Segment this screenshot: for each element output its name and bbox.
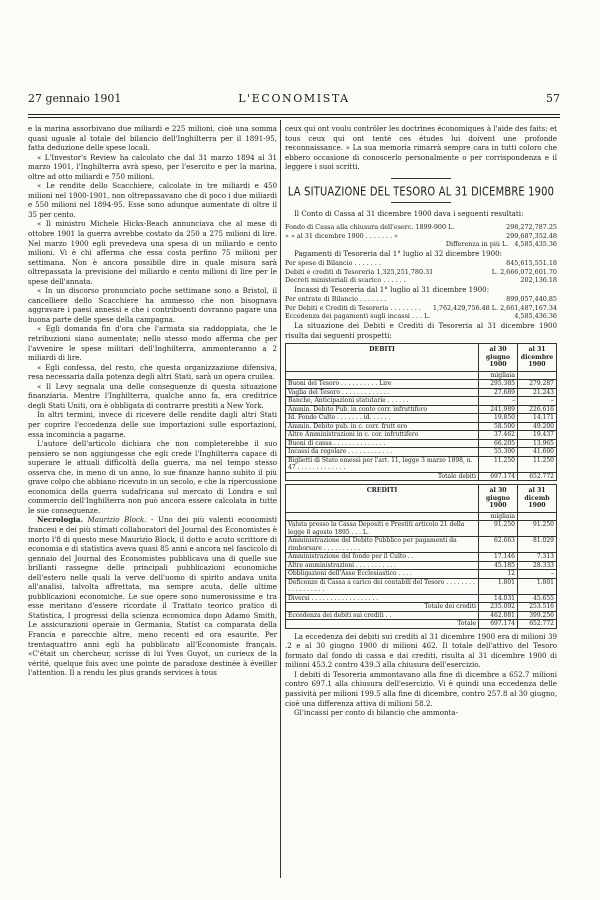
col-header: al 31 dicembre 1900 <box>518 344 557 372</box>
right-column <box>285 124 557 718</box>
section-rule <box>391 178 451 179</box>
paragraph: In altri termini, invece di ricevere delle rendite dagli altri Stati per coprire l'eccedenza delle sue importazioni sulle esportazioni, essa incomincia a pagarne. <box>28 410 277 439</box>
column-divider <box>280 120 281 878</box>
table-row: Biglietti di Stato emessi per l'art. 11, legge 3 marzo 1898, n. 47 . . . . . . . . . . . . . 11.250 11.250 <box>286 456 557 472</box>
payment-line: Decreti ministeriali di scarico . . . . . . 202,136.18 <box>285 276 557 285</box>
col-header: al 31 dicemb 1900 <box>518 485 557 513</box>
paragraph: « Il Levy segnala una delle conseguenze di questa situazione finanziaria. Mentre l'Inghilterra, qualche anno fa, era creditrice degli Stati Uniti, ora è obbligata di contrarre prestiti a New York. <box>28 381 277 410</box>
table-total-row: Totale dei crediti 235.092 253.516 <box>286 603 557 612</box>
table-row: Buoni del Tesoro . . . . . . . . . . Lire 295.385 279.287 <box>286 380 557 389</box>
col-header: al 30 giugno 1900 <box>479 485 518 513</box>
table-row: Incassi da regolare . . . . . . . . . . . . 55.300 41.600 <box>286 448 557 457</box>
payment-line: Debiti e crediti di Tesoreria 1,325,251,780.31 L. 2,666,072,601.70 <box>285 267 557 276</box>
running-header <box>28 92 560 108</box>
table-row: Buoni di cassa . . . . . . . . . . . . . . 66.205 13.965 <box>286 439 557 448</box>
paragraph: « Le rendite dello Scacchiere, calcolate in tre miliardi e 450 milioni nel 1900-1901, non oltrepassavano che di poco i due miliardi e 550 milioni nel 1894-95. Esse sono adunque aumentate di oltre il 35 per cento. <box>28 181 277 219</box>
paragraph: I debiti di Tesoreria ammontavano alla fine di dicembre a 652.7 milioni contro 697.1 alla chiusura dell'esercizio. Vi è quindi una eccedenza delle passività per milioni 199.5 alla fine di dicembre, contro 257.8 al 30 giugno, cioè una differenza attiva di milioni 58.2. <box>285 669 557 708</box>
paragraph: e la marina assorbivano due miliardi e 225 milioni, cioè una somma quasi uguale al totale del bilancio dell'Inghilterra per il 1891-95, fatta deduzione delle spese locali. <box>28 124 277 153</box>
debts-header: DEBITI <box>286 344 479 372</box>
payment-line: Per spese di Bilancio . . . . . . . 845,615,551.18 <box>285 258 557 267</box>
table-total-row: Totale 697.174 652.772 <box>286 620 557 629</box>
paragraph: « Egli domanda fin d'ora che l'armata sia raddoppiata, che le retribuzioni siano aumentate; nello stesso modo afferma che per l'avvenire le spese militari dell'Inghilterra, ammonteranno a 2 miliardi di lire. <box>28 324 277 363</box>
paragraph: « Egli confessa, del resto, che questa organizzazione difensiva, resa necessaria dalla potenza degli altri Stati, sarà un opera cruilea. <box>28 362 277 382</box>
table-total-row: Eccedenza dei debiti sui crediti . . 462.081 399.256 <box>286 611 557 620</box>
debts-table <box>285 343 557 481</box>
section-rule <box>391 202 451 203</box>
table-row: Valuta presso la Cassa Depositi e Prestiti articolo 21 della legge 8 agosto 1895 . . . L. 91.250 91.250 <box>286 521 557 537</box>
payments-intro: Pagamenti di Tesoreria dal 1° luglio al 32 dicembre 1900: <box>294 249 503 259</box>
paragraph: Gl'incassi per conto di bilancio che ammonta- <box>294 708 459 718</box>
credits-table <box>285 484 557 629</box>
section-title: LA SITUAZIONE DEL TESORO AL 31 DICEMBRE 1900 <box>287 183 555 199</box>
continued-text: ceux qui ont voulu contrôler les doctrines économiques à l'aide des faits: et tous ceux qui ont tenté ces études lui doivent une profonde reconnaissance. » La sua memoria rimarrà sempre cara in tutti coloro che ebbero occasione di conoscerlo personalmente o per corrispondenza e il leggere i suoi scritti. <box>285 124 557 172</box>
cash-line: » » al 31 dicembre 1900 . . . . . . . » 299,687,352.48 <box>285 231 557 240</box>
paragraph: « In un discorso pronunciato poche settimane sono a Bristol, il cancelliere dello Scacchiere ha ammesso che non bisognava aggravare i paesi annessi e che i contribuenti dovranno pagare una buona parte delle spese della campagna. <box>28 286 277 324</box>
table-row: Deficenze di Cassa a carico dei contabili del Tesoro . . . . . . . . . . . . . . . . . . 1.801 1.801 <box>286 578 557 594</box>
table-row: Amministrazione del fondo per il Culto . . 17.146 7.313 <box>286 553 557 562</box>
header-rule <box>28 114 560 115</box>
receipts-intro: Incassi di Tesoreria dal 1° luglio al 31 dicembre 1900: <box>294 285 490 295</box>
cash-line: Fondo di Cassa alla chiusura dell'eserc. 1899-900 L. 298,272,787.25 <box>285 222 557 231</box>
table-total-row: Totale debiti 697.174 652.772 <box>286 472 557 481</box>
paragraph: L'autore dell'articolo dichiara che non completerebbe il suo pensiero se non aggiungesse che egli crede l'Inghilterra capace di superare le attuali difficoltà della guerra, ma nel tempo stesso osserva che, in meno di un anno, lo sue finanze hanno subito il più grave colpo che abbiano ricevuto in un secolo, e che la ripercussione economica della guerra sudafricana sul mercato di Londra e sul commercio dell'Inghilterra non può ancora essere calcolata in tutte le sue conseguenze. <box>28 439 277 515</box>
situation-text: La situazione dei Debiti e Crediti di Tesoreria al 31 dicembre 1900 risulta dai seguenti prospetti: <box>285 321 557 340</box>
table-row: Amministrazione del Debito Pubblico per pagamenti da rimborsare . . . . . . . . . . 62.663 81.029 <box>286 537 557 553</box>
paragraph: « Il ministro Michele Hicks-Beach annunciava che al mese di ottobre 1901 la guerra avrebbe costato da 250 a 275 milioni di lire. Nel marzo 1900 egli prevedeva una spesa di un miliardo e cento milioni. Vi è chi afferma che essa costa perfino 75 milioni per settimana. Non è ancora possibile dire in quale misura sarà oltrepassata la previsione del miliardo e cento milioni di lire per le spese dell'annata. <box>28 219 277 286</box>
header-journal-title: L'ECONOMISTA <box>238 92 350 105</box>
paragraph: La eccedenza dei debiti sui crediti al 31 dicembre 1900 era di milioni 39 .2 e al 30 giugno 1900 di milioni 462. Il totale dell'attivo del Tesoro formato dal fondo di cassa e dai crediti, risulta al 31 dicembre 1900 di milioni 453.2 contro 439.3 alla chiusura dell'esercizio. <box>285 631 557 670</box>
table-row: Obbligazioni dell'Asse Ecclesiastico . . . . 12 – <box>286 570 557 579</box>
receipt-line: Per Debiti e Crediti di Tesoreria . . . . . . . . 1,762,429,756.48 L. 2,661,487,167.34 <box>285 303 557 312</box>
table-row: Banche, Anticipazioni statutarie . . . . . . – – <box>286 397 557 406</box>
cash-intro: Il Conto di Cassa al 31 dicembre 1900 dava i seguenti resultati: <box>294 209 524 219</box>
table-row: Vaglia del Tesoro . . . . . . . . . . . . . 27.689 21.243 <box>286 388 557 397</box>
table-row: Ammin. Debito pub. in c. corr. frutt ero 58.500 49.200 <box>286 422 557 431</box>
credits-header: CREDITI <box>286 485 479 513</box>
necrology-name: Maurizio Block. <box>87 515 147 525</box>
header-date: 27 gennaio 1901 <box>28 92 122 105</box>
unit-label: migliaia <box>479 512 518 521</box>
header-rule-2 <box>28 117 560 118</box>
left-column <box>28 124 277 678</box>
unit-label: migliaia <box>479 371 518 380</box>
table-row: Altre Amministrazioni in c. cor. infruttifero 37.462 19.437 <box>286 431 557 440</box>
table-row: Id. Fondo Culto . . . . . . . id. . . . . . 19.850 14.171 <box>286 414 557 423</box>
table-row: Diversi . . . . . . . . . . . . . . . . . . 14.031 45.655 <box>286 594 557 603</box>
col-header: al 30 giugno 1900 <box>479 344 518 372</box>
table-row: Altre amministrazioni . . . . . . . . . . . 45.185 28.333 <box>286 561 557 570</box>
cash-line: Differenza in più L. 4,585,435.36 <box>445 240 557 249</box>
necrology-text: - Uno dei più valenti economisti francesi e dei più stimati collaboratori del Journal des Economistes è morto l'8 di questo mese Maurizio Block, il dotto e acuto scrittore di economia e di statistica aveva quasi 85 anni e ancora nel fascicolo di gennaio del Journal des Economistes pubblicava una di quelle sue brillanti rassegne delle principali pubblicazioni economiche dell'estero nelle quali la verve dell'uomo di spirito andava unita all'analisi, talvolta affrettata, ma sempre acuta, delle ultime pubblicazioni economiche. Le sue opere sono numerosissime e tra esse meritano d'essere ricordate il Trattato teorico pratico di Statistica, I progressi della scienza economica dopo Adamo Smith, Le assicurazioni operaie in Germania, Statist ca comparata della Francia e parecchie altre, meno recenti ed ora esaurite. Per trentaquattro anni egli ha pubblicato all'Economiste français. «C'était un chercheur, scrisse di lui Yves Guyot, un curieux de la vérité, quelque fois avec une pointe de paradoxe destinée à éveiller l'attention. Il a rendu les plus grands services à tous <box>28 515 277 678</box>
page-number: 57 <box>546 92 560 105</box>
receipt-line: Eccedenza dei pagamenti sugli incassi . . . L. 4,585,436.36 <box>285 312 557 321</box>
paragraph: « L'Investor's Review ha calcolato che dal 31 marzo 1894 al 31 marzo 1901, l'Inghilterra avrà speso, per l'esercito e per la marina, oltre ad otto miliardi e 750 milioni. <box>28 152 277 181</box>
necrology-label: Necrologia. <box>37 515 83 525</box>
necrology-paragraph <box>28 515 277 677</box>
receipt-line: Per entrate di Bilancio . . . . . . . 899,057,440.85 <box>285 294 557 303</box>
table-row: Ammin. Debito Pub. in conto corr. infruttifero 241.989 226.616 <box>286 405 557 414</box>
